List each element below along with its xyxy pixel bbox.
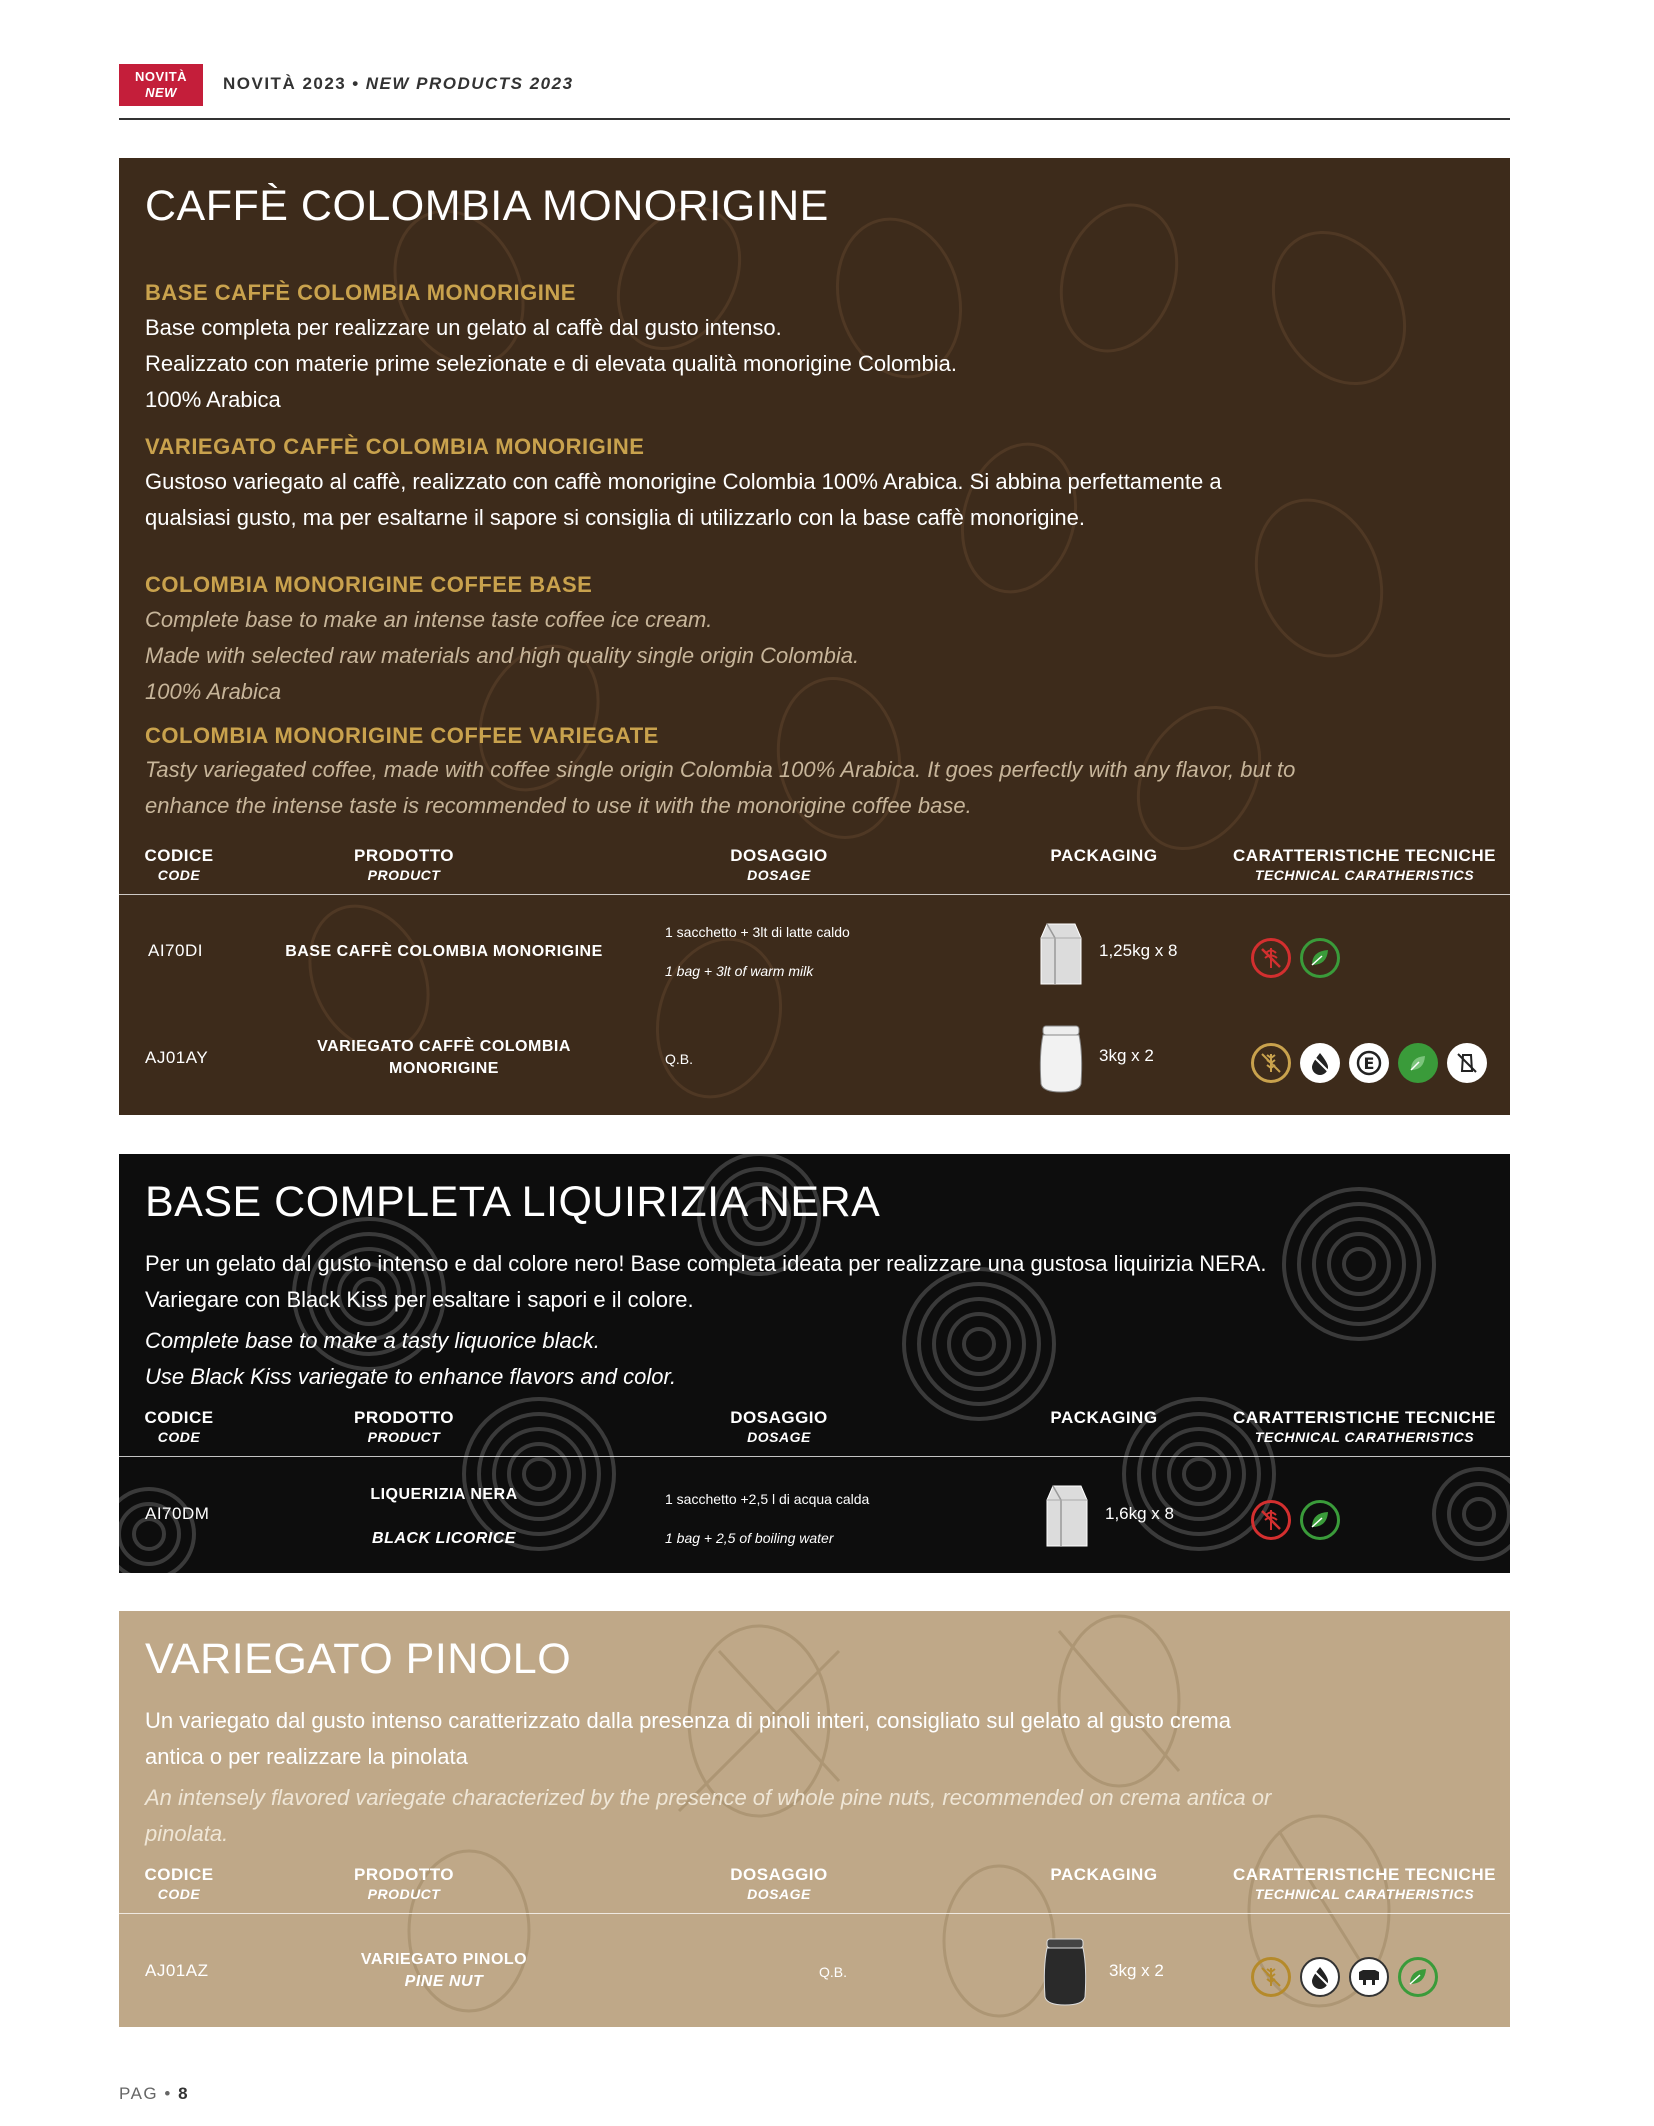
pinolo-en-line1: An intensely flavored variegate characterized by the presence of whole pine nuts, recommended on crema antica or	[145, 1785, 1272, 1810]
row1-dose-en: 1 bag + 3lt of warm milk	[665, 963, 814, 979]
licorice-code: AI70DM	[145, 1504, 210, 1523]
licorice-it-line1: Per un gelato dal gusto intenso e dal colore nero! Base completa ideata per realizzare una gustosa liquirizia NERA.	[145, 1251, 1267, 1276]
th-tech: CARATTERISTICHE TECNICHE TECHNICAL CARATHERISTICS	[1233, 1865, 1496, 1902]
row2-code: AJ01AY	[145, 1048, 209, 1067]
pinolo-product-en: PINE NUT	[404, 1973, 484, 1990]
th-product: PRODOTTO PRODUCT	[353, 1865, 455, 1902]
header-separator: •	[352, 74, 360, 93]
lactose-free-icon	[1300, 1043, 1340, 1083]
licorice-dose-it: 1 sacchetto +2,5 l di acqua calda	[665, 1491, 870, 1507]
coffee-var-en-line2: enhance the intense taste is recommended to use it with the monorigine coffee base.	[145, 793, 972, 818]
coffee-var-it-line2: qualsiasi gusto, ma per esaltarne il sapore si consiglia di utilizzarlo con la base caffè monorigine.	[145, 505, 1085, 530]
pinolo-dose: Q.B.	[819, 1964, 848, 1980]
gluten-free-icon	[1251, 1957, 1291, 1997]
row1-code: AI70DI	[148, 941, 203, 960]
th-code: CODICE CODE	[144, 1408, 214, 1445]
footer-separator: •	[164, 2084, 172, 2103]
th-code: CODICE CODE	[144, 1865, 214, 1902]
th-packaging: PACKAGING	[1050, 846, 1158, 865]
th-dosage: DOSAGGIO DOSAGE	[730, 846, 828, 883]
th-packaging: PACKAGING	[1050, 1408, 1158, 1427]
row1-icons	[1251, 938, 1340, 978]
row2-product	[259, 1036, 629, 1080]
row1-product: BASE CAFFÈ COLOMBIA MONORIGINE	[285, 943, 603, 960]
vegetal-fats-icon	[1300, 938, 1340, 978]
pinolo-it-line2: antica o per realizzare la pinolata	[145, 1744, 468, 1769]
row2-pack: 3kg x 2	[1099, 1046, 1154, 1065]
licorice-section	[119, 1154, 1510, 1573]
licorice-product-en: BLACK LICORICE	[372, 1530, 516, 1547]
coffee-base-en-line2: Made with selected raw materials and high quality single origin Colombia.	[145, 643, 860, 668]
pinolo-product-it: VARIEGATO PINOLO	[360, 1951, 528, 1968]
coffee-base-it-line1: Base completa per realizzare un gelato al caffè dal gusto intenso.	[145, 315, 782, 340]
badge-line1: NOVITÀ	[134, 69, 188, 84]
header-title-en: NEW PRODUCTS 2023	[365, 74, 574, 93]
page-number: 8	[178, 2084, 190, 2103]
new-badge	[119, 64, 203, 106]
svg-text:E: E	[1363, 1054, 1375, 1073]
coffee-base-it-line2: Realizzato con materie prime selezionate e di elevata qualità monorigine Colombia.	[145, 351, 957, 376]
pinolo-section	[119, 1611, 1510, 2027]
row1-dose-it: 1 sacchetto + 3lt di latte caldo	[665, 924, 850, 940]
licorice-icons	[1251, 1500, 1340, 1540]
th-tech: CARATTERISTICHE TECNICHE TECHNICAL CARATHERISTICS	[1233, 846, 1496, 883]
th-product: PRODOTTO PRODUCT	[353, 1408, 455, 1445]
pinolo-pack: 3kg x 2	[1109, 1961, 1164, 1980]
badge-line2: NEW	[145, 85, 177, 100]
vegetal-fats-icon	[1398, 1957, 1438, 1997]
coffee-base-it-line3: 100% Arabica	[145, 387, 281, 412]
licorice-pack: 1,6kg x 8	[1105, 1504, 1174, 1523]
lactose-free-icon	[1300, 1957, 1340, 1997]
header-title	[223, 74, 574, 94]
licorice-en-line1: Complete base to make a tasty liquorice black.	[145, 1328, 600, 1353]
header-title-it: NOVITÀ 2023	[223, 74, 347, 93]
footer-label: PAG	[119, 2084, 159, 2103]
no-hydrogenated-icon	[1447, 1043, 1487, 1083]
licorice-dose-en: 1 bag + 2,5 of boiling water	[665, 1530, 834, 1546]
cow-milk-icon	[1349, 1957, 1389, 1997]
pinolo-icons	[1251, 1957, 1438, 1997]
licorice-title: BASE COMPLETA LIQUIRIZIA NERA	[145, 1178, 881, 1226]
th-dosage: DOSAGGIO DOSAGE	[730, 1408, 828, 1445]
row2-icons	[1251, 1043, 1487, 1083]
vegetal-fats-icon	[1300, 1500, 1340, 1540]
coffee-var-en-line1: Tasty variegated coffee, made with coffee single origin Colombia 100% Arabica. It goes perfectly with any flavor, but to	[145, 757, 1296, 782]
pinolo-title: VARIEGATO PINOLO	[145, 1635, 572, 1683]
table-divider	[119, 1913, 1510, 1914]
jar-icon	[1037, 1024, 1085, 1094]
no-additives-e-icon	[1349, 1043, 1389, 1083]
gluten-free-icon	[1251, 1043, 1291, 1083]
bag-icon	[1043, 1482, 1091, 1550]
coffee-base-en-line3: 100% Arabica	[145, 679, 282, 704]
th-dosage: DOSAGGIO DOSAGE	[730, 1865, 828, 1902]
coffee-base-en-title: COLOMBIA MONORIGINE COFFEE BASE	[145, 572, 593, 597]
coffee-var-en-title: COLOMBIA MONORIGINE COFFEE VARIEGATE	[145, 723, 659, 748]
jar-icon	[1041, 1937, 1089, 2007]
no-palm-oil-icon	[1251, 938, 1291, 978]
row2-dose: Q.B.	[665, 1051, 694, 1067]
no-palm-oil-icon	[1251, 1500, 1291, 1540]
th-code: CODICE CODE	[144, 846, 214, 883]
page-footer	[119, 2084, 189, 2104]
bag-icon	[1037, 920, 1085, 988]
pinolo-it-line1: Un variegato dal gusto intenso caratterizzato dalla presenza di pinoli interi, consigliato sul gelato al gusto crema	[145, 1708, 1231, 1733]
table-divider	[119, 894, 1510, 895]
row2-product-line1: VARIEGATO CAFFÈ COLOMBIA	[317, 1038, 571, 1055]
table-divider	[119, 1456, 1510, 1457]
coffee-section	[119, 158, 1510, 1115]
coffee-title: CAFFÈ COLOMBIA MONORIGINE	[145, 182, 829, 230]
licorice-product-it: LIQUERIZIA NERA	[370, 1486, 518, 1503]
coffee-var-it-title: VARIEGATO CAFFÈ COLOMBIA MONORIGINE	[145, 434, 645, 459]
page-header	[119, 62, 1510, 120]
coffee-base-en-line1: Complete base to make an intense taste coffee ice cream.	[145, 607, 713, 632]
pinolo-en-line2: pinolata.	[145, 1821, 229, 1846]
th-product: PRODOTTO PRODUCT	[353, 846, 455, 883]
th-packaging: PACKAGING	[1050, 1865, 1158, 1884]
vegan-icon	[1398, 1043, 1438, 1083]
licorice-en-line2: Use Black Kiss variegate to enhance flavors and color.	[145, 1364, 677, 1389]
coffee-base-it-title: BASE CAFFÈ COLOMBIA MONORIGINE	[145, 280, 576, 305]
th-tech: CARATTERISTICHE TECNICHE TECHNICAL CARATHERISTICS	[1233, 1408, 1496, 1445]
row2-product-line2: MONORIGINE	[389, 1060, 499, 1077]
coffee-var-it-line1: Gustoso variegato al caffè, realizzato con caffè monorigine Colombia 100% Arabica. Si abbina perfettamente a	[145, 469, 1222, 494]
pinolo-code: AJ01AZ	[145, 1961, 209, 1980]
row1-pack: 1,25kg x 8	[1099, 941, 1178, 960]
licorice-it-line2: Variegare con Black Kiss per esaltare i sapori e il colore.	[145, 1287, 694, 1312]
